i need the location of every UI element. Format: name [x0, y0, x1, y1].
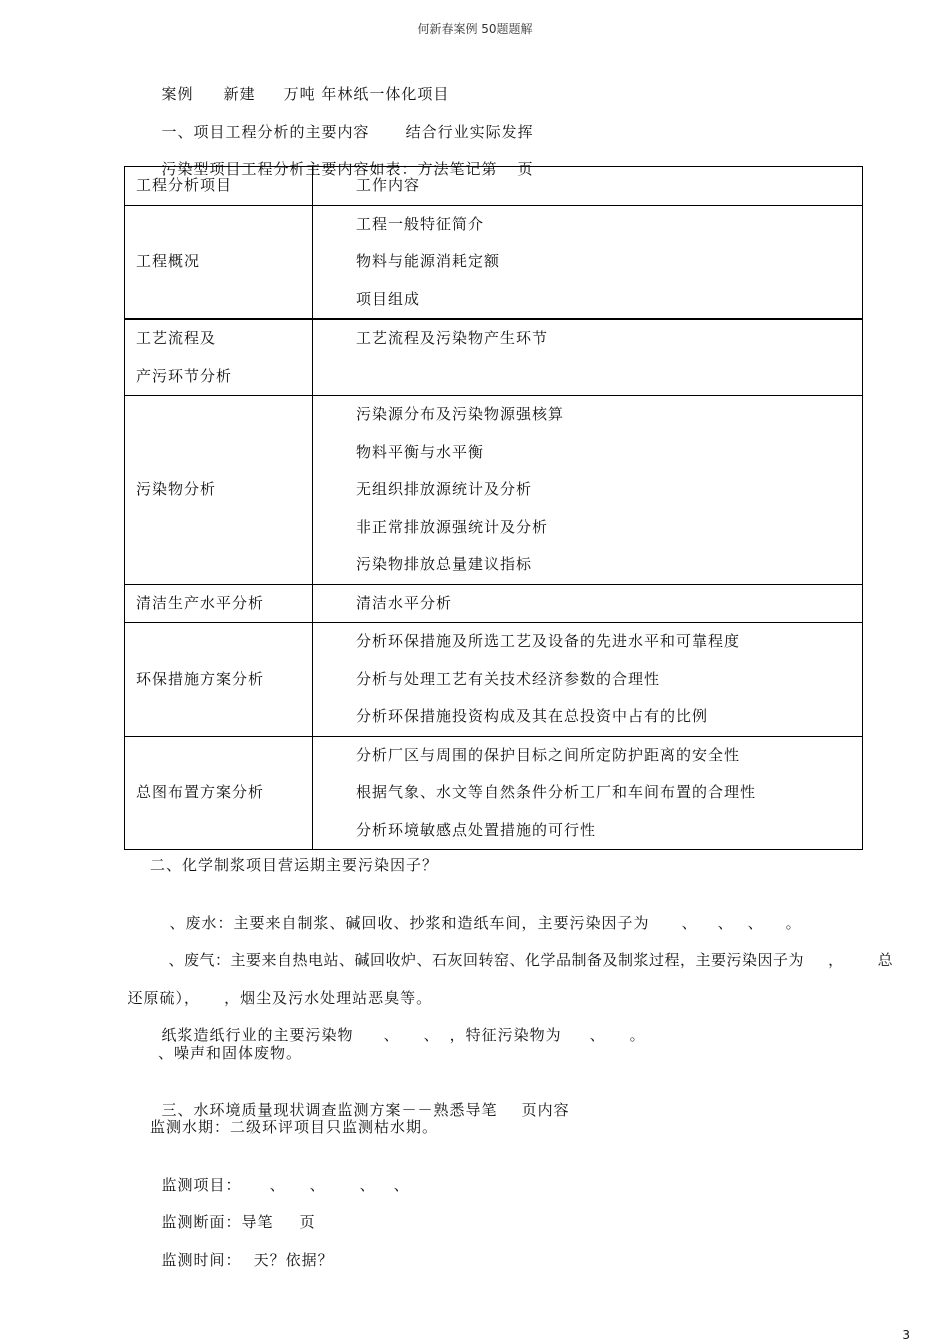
table-row-item: 污染物分析	[125, 396, 313, 585]
pulp-pollutants-line	[150, 1005, 646, 1045]
monitoring-section	[150, 1192, 316, 1232]
table-row-item: 清洁生产水平分析	[125, 584, 313, 623]
case-title-new: 新建	[223, 85, 256, 103]
monitoring-items	[150, 1155, 410, 1195]
section3-heading-text: 三、水环境质量现状调查监测方案－－熟悉导笔	[161, 1101, 498, 1119]
monitoring-items-sep: 、	[269, 1176, 286, 1194]
wastewater-end: 。	[785, 914, 802, 932]
pulp-end: 。	[629, 1026, 646, 1044]
waste-gas-tail: 总	[877, 951, 894, 969]
table-row-item: 工程概况	[125, 205, 313, 319]
monitoring-time-text: 天？依据？	[253, 1251, 334, 1269]
noise-line: 、噪声和固体废物。	[158, 1044, 303, 1062]
waste-gas-line	[158, 930, 893, 970]
table-header-content: 工作内容	[313, 167, 863, 206]
waste-gas-text-2: 还原硫），	[127, 989, 201, 1007]
table-row-contents: 污染源分布及污染物源强核算 物料平衡与水平衡 无组织排放源统计及分析 非正常排放源强统计及分析 污染物排放总量建议指标	[313, 396, 863, 585]
waste-gas-text-3: ，烟尘及污水处理站恶臭等。	[224, 989, 433, 1007]
wastewater-sep: 、	[681, 914, 698, 932]
wastewater-line	[158, 893, 802, 933]
waste-gas-sep: ，	[828, 951, 844, 969]
monitoring-items-sep: 、	[393, 1176, 410, 1194]
table-row-contents: 分析厂区与周围的保护目标之间所定防护距离的安全性 根据气象、水文等自然条件分析工厂和车间布置的合理性 分析环境敏感点处置措施的可行性	[313, 736, 863, 850]
wastewater-text: 、废水：主要来自制浆、碱回收、抄浆和造纸车间，主要污染因子为	[169, 914, 650, 932]
table-row	[125, 623, 863, 737]
pulp-sep: 、	[423, 1026, 440, 1044]
table-row-item: 工艺流程及 产污环节分析	[125, 319, 313, 396]
table-row	[125, 396, 863, 585]
table-row-contents: 清洁水平分析	[313, 584, 863, 623]
section1-heading-text: 一、项目工程分析的主要内容	[161, 123, 370, 141]
running-header: 何新春案例 50题题解	[417, 22, 533, 36]
table-row-contents: 工艺流程及污染物产生环节	[313, 319, 863, 396]
monitoring-items-sep: 、	[309, 1176, 326, 1194]
pulp-sep: 、	[383, 1026, 400, 1044]
section1-heading-note: 结合行业实际发挥	[405, 123, 534, 141]
table-row-item: 环保措施方案分析	[125, 623, 313, 737]
table-header-row	[125, 167, 863, 206]
table-row	[125, 319, 863, 396]
table-row-contents: 分析环保措施及所选工艺及设备的先进水平和可靠程度 分析与处理工艺有关技术经济参数的合理性 分析环保措施投资构成及其在总投资中占有的比例	[313, 623, 863, 737]
monitoring-items-label: 监测项目：	[161, 1176, 242, 1194]
table-row-contents: 工程一般特征简介 物料与能源消耗定额 项目组成	[313, 205, 863, 319]
case-title-project: 万吨 年林纸一体化项目	[283, 85, 450, 103]
monitoring-section-text: 监测断面：导笔	[161, 1213, 274, 1231]
section3-heading	[150, 1080, 570, 1120]
waste-gas-line-2	[116, 968, 432, 1008]
wastewater-sep: 、	[717, 914, 734, 932]
section1-intro-page: 页	[517, 160, 534, 178]
section3-heading-page: 页内容	[521, 1101, 570, 1119]
monitoring-time-label: 监测时间：	[161, 1251, 242, 1269]
section1-heading	[150, 102, 534, 142]
pulp-pollutants-text: 纸浆造纸行业的主要污染物	[161, 1026, 354, 1044]
monitoring-period: 监测水期：二级环评项目只监测枯水期。	[150, 1118, 439, 1136]
section2-heading: 二、化学制浆项目营运期主要污染因子？	[150, 856, 439, 874]
table-row	[125, 584, 863, 623]
table-row	[125, 205, 863, 319]
case-title	[150, 64, 449, 104]
analysis-table	[124, 166, 863, 850]
table-row-item: 总图布置方案分析	[125, 736, 313, 850]
monitoring-time	[150, 1230, 334, 1270]
pulp-feature-text: ，特征污染物为	[449, 1026, 562, 1044]
waste-gas-text: 、废气：主要来自热电站、碱回收炉、石灰回转窑、化学品制备及制浆过程，主要污染因子为	[168, 951, 805, 969]
pulp-sep: 、	[589, 1026, 606, 1044]
monitoring-items-sep: 、	[359, 1176, 376, 1194]
table-row	[125, 736, 863, 850]
case-title-label: 案例	[161, 85, 194, 103]
table-header-item: 工程分析项目	[125, 167, 313, 206]
page-number: 3	[902, 1328, 910, 1342]
monitoring-section-page: 页	[299, 1213, 316, 1231]
wastewater-sep: 、	[747, 914, 764, 932]
section1-intro-text: 污染型项目工程分析主要内容如表：方法笔记第	[161, 160, 498, 178]
